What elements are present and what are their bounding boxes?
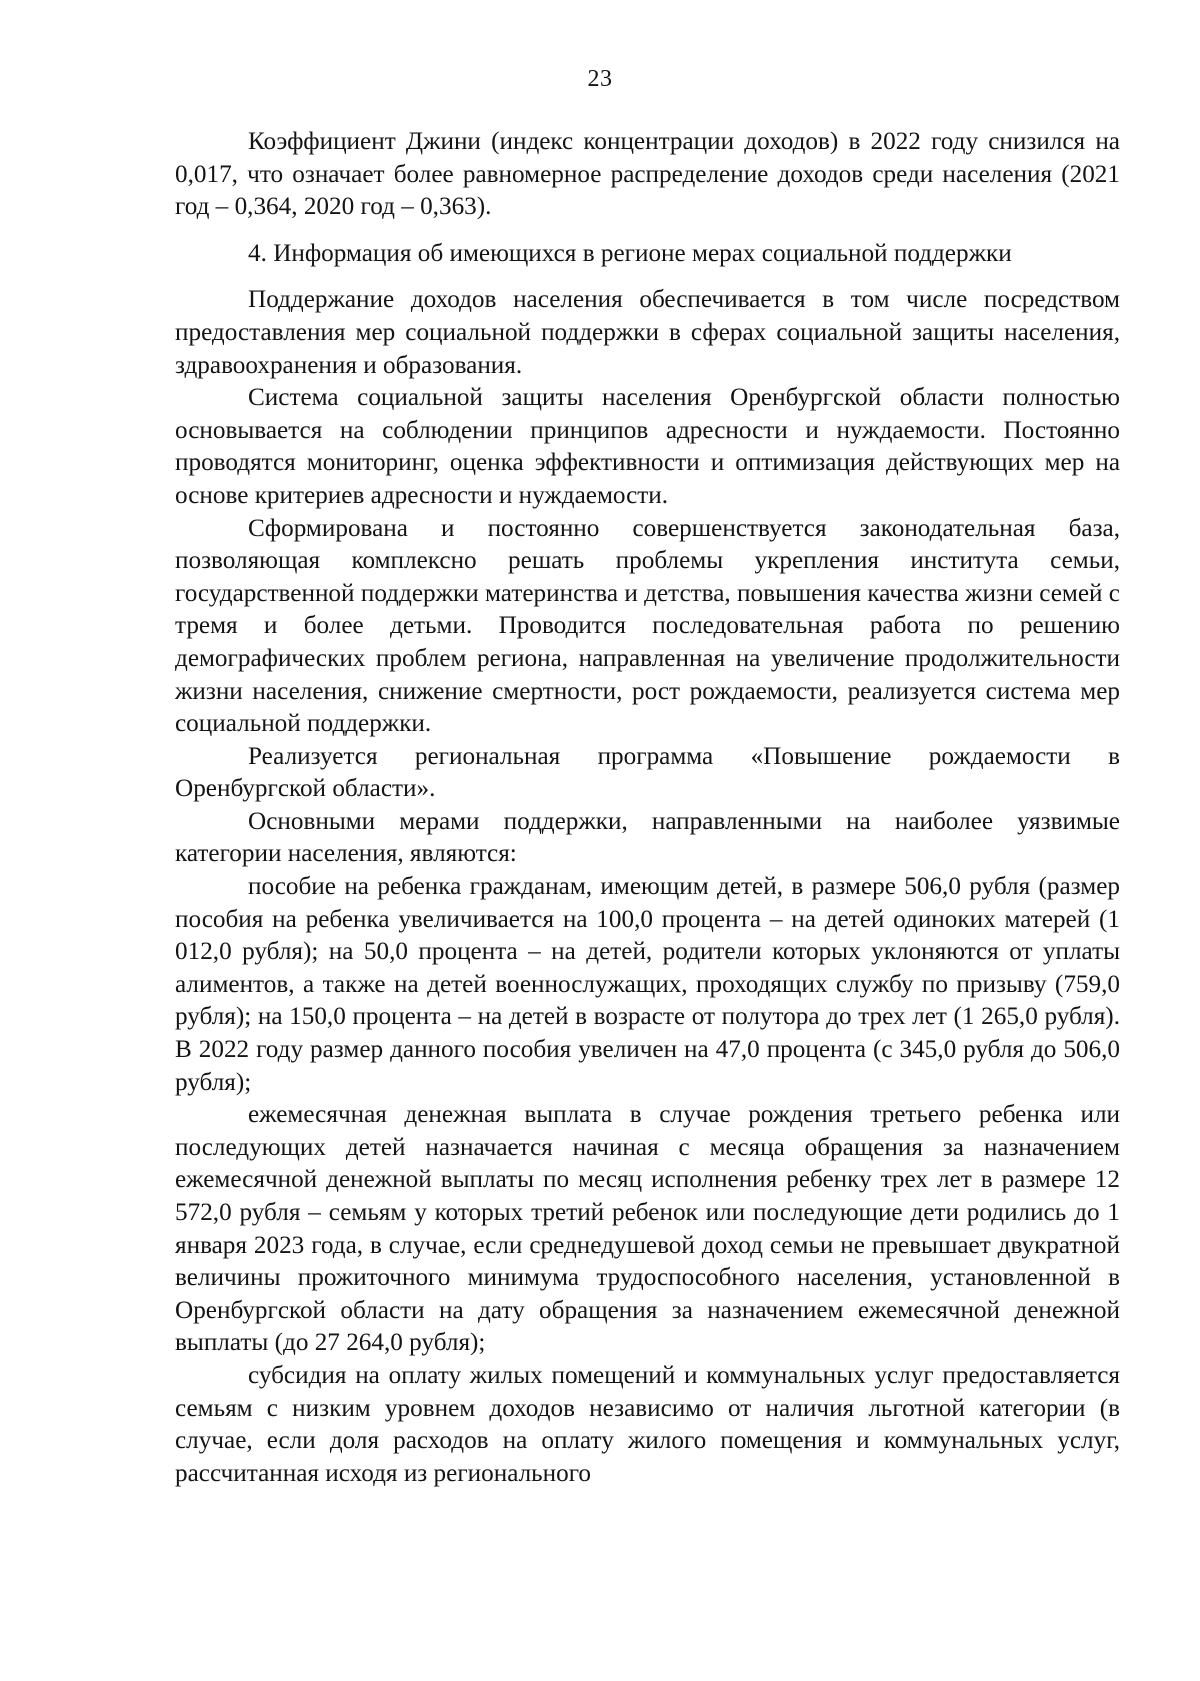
paragraph: Система социальной защиты населения Оренбургской области полностью основывается на соблюдении принципов адресности и нуждаемости. Постоянно проводятся мониторинг, оценка эффективности и оптимизация действующих мер на основе критериев адресности и нуждаемости. xyxy=(175,384,1120,509)
paragraph: Реализуется региональная программа «Повышение рождаемости в Оренбургской области». xyxy=(175,742,1120,803)
document-body xyxy=(175,126,1120,1490)
paragraph: Сформирована и постоянно совершенствуется законодательная база, позволяющая комплексно решать проблемы укрепления института семьи, государственной поддержки материнства и детства, повышения качества жизни семей с тремя и более детьми. Проводится последовательная работа по решению демографических проблем региона, направленная на увеличение продолжительности жизни населения, снижение смертности, рост рождаемости, реализуется система мер социальной поддержки. xyxy=(175,514,1120,738)
section-heading: 4. Информация об имеющихся в регионе мерах социальной поддержки xyxy=(248,239,1012,267)
paragraph: Основными мерами поддержки, направленными на наиболее уязвимые категории населения, являются: xyxy=(175,807,1120,868)
paragraph-gini: Коэффициент Джини (индекс концентрации доходов) в 2022 году снизился на 0,017, что означает более равномерное распределение доходов среди населения (2021 год – 0,364, 2020 год – 0,363). xyxy=(175,128,1120,221)
list-item: субсидия на оплату жилых помещений и коммунальных услуг предоставляется семьям с низким уровнем доходов независимо от наличия льготной категории (в случае, если доля расходов на оплату жилого помещения и коммунальных услуг, рассчитанная исходя из регионального xyxy=(175,1361,1120,1487)
paragraph: Поддержание доходов населения обеспечивается в том числе посредством предоставления мер социальной поддержки в сферах социальной защиты населения, здравоохранения и образования. xyxy=(175,286,1120,379)
list-item: ежемесячная денежная выплата в случае рождения третьего ребенка или последующих детей назначается начиная с месяца обращения за назначением ежемесячной денежной выплаты по месяц исполнения ребенку трех лет в размере 12 572,0 рубля – семьям у которых третий ребенок или последующие дети родились до 1 января 2023 года, в случае, если среднедушевой доход семьи не превышает двукратной величины прожиточного минимума трудоспособного населения, установленной в Оренбургской области на дату обращения за назначением ежемесячной денежной выплаты (до 27 264,0 рубля); xyxy=(175,1101,1120,1357)
list-item: пособие на ребенка гражданам, имеющим детей, в размере 506,0 рубля (размер пособия на ребенка увеличивается на 100,0 процента – на детей одиноких матерей (1 012,0 рубля); на 50,0 процента – на детей, родители которых уклоняются от уплаты алиментов, а также на детей военнослужащих, проходящих службу по призыву (759,0 рубля); на 150,0 процента – на детей в возрасте от полутора до трех лет (1 265,0 рубля). В 2022 году размер данного пособия увеличен на 47,0 процента (с 345,0 рубля до 506,0 рубля); xyxy=(175,873,1120,1096)
page-number: 23 xyxy=(587,66,613,92)
